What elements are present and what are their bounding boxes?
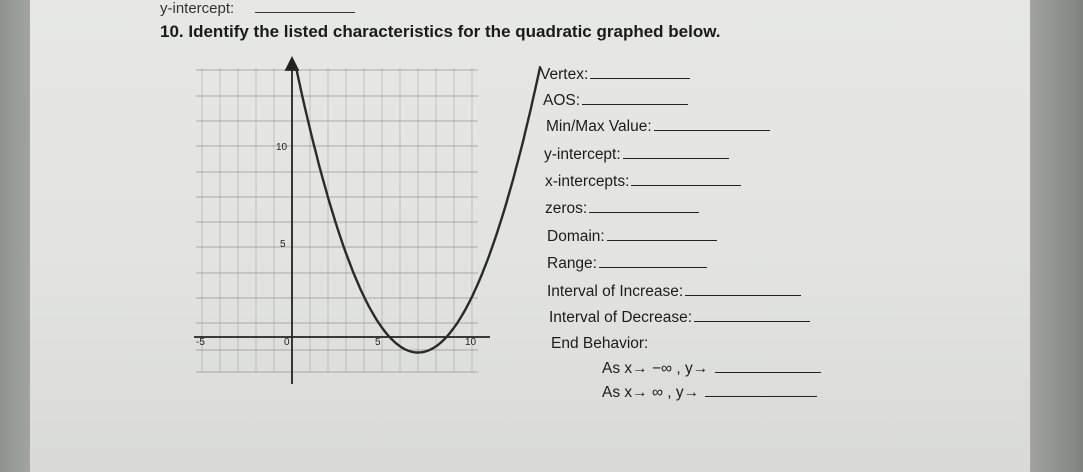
end-behavior-pos-text: As x→ ∞ , y→ xyxy=(602,384,700,401)
tick-label-x-0: 0 xyxy=(284,337,290,348)
answer-blank[interactable] xyxy=(685,281,801,296)
field-row-5 xyxy=(545,198,699,218)
question-text: Identify the listed characteristics for the quadratic graphed below. xyxy=(188,22,721,41)
answer-blank[interactable] xyxy=(607,226,717,241)
end-behavior-row-pos xyxy=(602,382,817,402)
answer-blank[interactable] xyxy=(623,144,729,159)
answer-blank[interactable] xyxy=(582,90,688,105)
field-label: Min/Max Value: xyxy=(546,118,652,135)
end-behavior-neg-blank[interactable] xyxy=(715,358,821,373)
field-row-3 xyxy=(544,144,729,164)
question-number: 10. xyxy=(160,22,184,41)
y-axis-arrow xyxy=(286,58,298,70)
field-label: y-intercept: xyxy=(544,146,621,163)
tick-label-x-5: 5 xyxy=(375,337,381,348)
field-row-8 xyxy=(547,281,801,301)
graph-grid xyxy=(196,68,478,372)
answer-blank[interactable] xyxy=(694,307,810,322)
end-behavior-title: End Behavior: xyxy=(551,335,649,352)
answer-blank[interactable] xyxy=(631,171,741,186)
field-label: Interval of Increase: xyxy=(547,283,684,300)
tick-label-x-10: 10 xyxy=(465,337,477,348)
field-label: AOS: xyxy=(543,92,581,109)
field-row-2 xyxy=(546,116,770,136)
answer-blank[interactable] xyxy=(589,198,699,213)
field-label: Interval of Decrease: xyxy=(549,309,693,326)
field-label: Range: xyxy=(547,255,597,272)
field-label: Vertex: xyxy=(540,66,589,83)
field-label: Domain: xyxy=(547,228,605,245)
field-label: x-intercepts: xyxy=(545,173,630,190)
answer-blank[interactable] xyxy=(654,116,770,131)
tick-label-y-5: 5 xyxy=(280,239,286,250)
answer-blank[interactable] xyxy=(599,253,707,268)
field-row-7 xyxy=(547,253,707,273)
previous-question-label: y-intercept: xyxy=(160,0,235,17)
field-row-1 xyxy=(543,90,688,110)
end-behavior-pos-blank[interactable] xyxy=(705,382,817,397)
end-behavior-row-neg xyxy=(602,358,821,378)
tick-label-y-10: 10 xyxy=(276,142,288,153)
answer-blank[interactable] xyxy=(590,64,690,79)
field-row-0 xyxy=(540,64,690,84)
field-row-6 xyxy=(547,226,717,246)
field-row-4 xyxy=(545,171,741,191)
field-label: zeros: xyxy=(545,200,588,217)
end-behavior-neg-text: As x→ −∞ , y→ xyxy=(602,360,709,377)
tick-label-x-neg5: -5 xyxy=(196,337,205,348)
field-row-9 xyxy=(549,307,810,327)
